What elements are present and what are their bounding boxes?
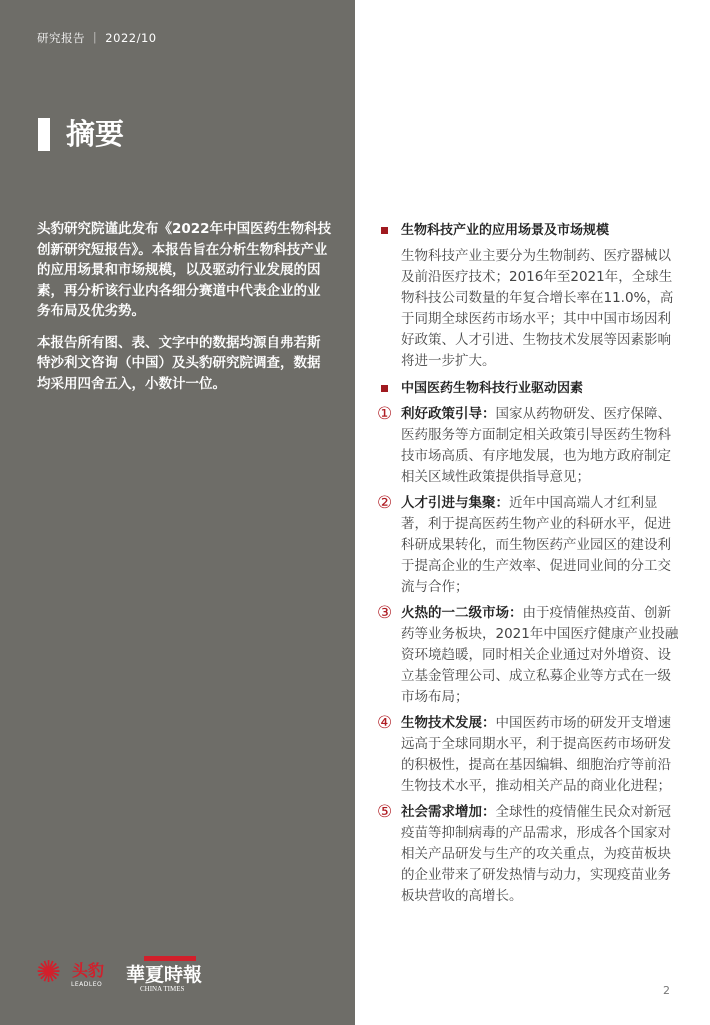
page-number: 2	[663, 984, 670, 997]
chinatimes-logo-en: CHINA TIMES	[140, 985, 185, 993]
circled-number-2: ②	[377, 493, 393, 513]
leopard-icon: ✺	[36, 955, 62, 990]
chinatimes-logo-cn: 華夏時報	[126, 964, 203, 986]
square-bullet-icon	[381, 385, 388, 392]
intro-paragraph-2: 本报告所有图、表、文字中的数据均源自弗若斯特沙利文咨询（中国）及头豹研究院调查，数据均采用四舍五入，小数计一位。	[37, 334, 321, 392]
title-bar-decoration	[38, 118, 50, 151]
leadleo-logo	[36, 956, 121, 996]
circled-number-1: ①	[377, 404, 393, 424]
driver-label-5: 社会需求增加：	[401, 804, 496, 820]
section-2-title	[381, 380, 681, 398]
driver-label-4: 生物技术发展：	[401, 715, 496, 731]
circled-number-4: ④	[377, 713, 393, 733]
leadleo-logo-en: LEADLEO	[71, 981, 103, 988]
driver-text-3: 由于疫情催热疫苗、创新药等业务板块，2021年中国医疗健康产业投融资环境趋暖，同时相关企业通过对外增资、设立基金管理公司、成立私募企业等方式在一级市场布局；	[401, 605, 679, 705]
driver-item-4	[377, 713, 681, 797]
circled-number-5: ⑤	[377, 802, 393, 822]
driver-item-1	[377, 404, 681, 488]
driver-text-2: 近年中国高端人才红利显著，利于提高医药生物产业的科研水平，促进科研成果转化，而生物医药产业园区的建设利于提高企业的生产效率、促进同业间的分工交流与合作；	[401, 495, 671, 595]
square-bullet-icon	[381, 227, 388, 234]
section-1-title-text: 生物科技产业的应用场景及市场规模	[401, 223, 610, 238]
leadleo-logo-cn: 头豹	[72, 961, 105, 980]
driver-label-2: 人才引进与集聚：	[401, 495, 509, 511]
section-2-title-text: 中国医药生物科技行业驱动因素	[401, 381, 584, 396]
driver-text-4: 中国医药市场的研发开支增速远高于全球同期水平，利于提高医药市场研发的积极性，提高在基因编辑、细胞治疗等前沿生物技术水平，推动相关产品的商业化进程；	[401, 715, 671, 794]
driver-item-3	[377, 603, 681, 708]
driver-text-5: 全球性的疫情催生民众对新冠疫苗等抑制病毒的产品需求，形成各个国家对相关产品研发与生产的攻关重点，为疫苗板块的企业带来了研发热情与动力，实现疫苗业务板块营收的高增长。	[401, 804, 671, 904]
summary-content	[377, 222, 681, 912]
section-1-body: 生物科技产业主要分为生物制药、医疗器械以及前沿医疗技术；2016年至2021年，全球生物科技公司数量的年复合增长率在11.0%，高于同期全球医药市场水平；其中中国市场因利好政策、人才引进、生物技术发展等因素影响将进一步扩大。	[401, 248, 674, 369]
intro-text	[37, 219, 332, 405]
driver-text-1: 国家从药物研发、医疗保障、医药服务等方面制定相关政策引导医药生物科技市场高质、有序地发展，也为地方政府制定相关区域性政策提供指导意见；	[401, 406, 671, 485]
driver-label-3: 火热的一二级市场：	[401, 605, 523, 621]
page-title: 摘要	[66, 117, 125, 151]
driver-label-1: 利好政策引导：	[401, 406, 496, 422]
report-header: 研究报告 ｜ 2022/10	[37, 31, 157, 45]
circled-number-3: ③	[377, 603, 393, 623]
logos	[36, 956, 216, 996]
section-1-title	[381, 222, 681, 240]
driver-item-5	[377, 802, 681, 907]
chinatimes-logo	[126, 956, 216, 996]
driver-item-2	[377, 493, 681, 598]
intro-paragraph-1: 头豹研究院谨此发布《2022年中国医药生物科技创新研究短报告》。本报告旨在分析生物科技产业的应用场景和市场规模，以及驱动行业发展的因素，再分析该行业内各细分赛道中代表企业的业务布局及优劣势。	[37, 221, 332, 319]
